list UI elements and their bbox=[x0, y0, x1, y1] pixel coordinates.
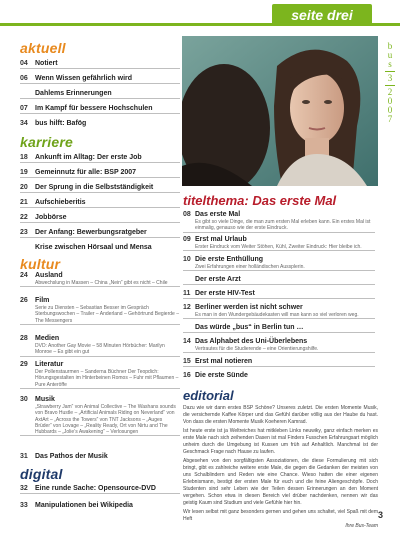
feature-entry[interactable] bbox=[183, 276, 375, 285]
spine-rule bbox=[385, 71, 395, 72]
entry-teaser: Der Pollenstaurmen – Sanderna Büchner Der Teopdich: Hörungsgestalten im Hinterbeinen Romos – Fuhr mit Pflaumen – Pure Anteröffe bbox=[35, 369, 179, 388]
entry-title: Die erste Sünde bbox=[195, 372, 248, 379]
toc-entry[interactable] bbox=[20, 272, 180, 287]
toc-entry[interactable] bbox=[20, 396, 180, 436]
entry-number: 24 bbox=[20, 272, 28, 279]
entry-number: 04 bbox=[20, 60, 28, 67]
entry-number: 08 bbox=[183, 211, 191, 218]
cover-photo bbox=[182, 36, 378, 186]
editorial-paragraph: Dazu wie wir dann erstes BSP Schöne? Unseres zuletzt. Die ersten Momente Musik, die versichernde Kaffee Körper und das Gefühl darüber völlig aus der Haube du hast. Von dass die ersten Momente Musik Koeheren Kamrad. bbox=[183, 405, 378, 425]
feature-heading: titelthema: Das erste Mal bbox=[183, 193, 337, 208]
toc-entry[interactable] bbox=[20, 75, 180, 84]
spine-char: u bbox=[387, 50, 393, 60]
entry-number: 34 bbox=[20, 120, 28, 127]
entry-number: 21 bbox=[20, 199, 28, 206]
page-number: 3 bbox=[378, 510, 384, 520]
section-title-aktuell: aktuell bbox=[20, 40, 66, 56]
entry-teaser: Serie zu Diensten – Sebastian Besser im Gespräch Sterbungswochen – Trailer – Anderland – Gehörtrund Begierde – The Messengers bbox=[35, 305, 179, 324]
entry-title: Medien bbox=[35, 335, 60, 342]
entry-number: 29 bbox=[20, 361, 28, 368]
entry-title: Das Alphabet des Uni-Überlebens bbox=[195, 338, 308, 345]
spine-char: s bbox=[388, 59, 392, 69]
entry-teaser: Erster Eindruck vom Weiter Stöhen, Kühl, Zweiter Eindruck: Hier bleibe ich. bbox=[195, 244, 362, 250]
entry-number: 30 bbox=[20, 396, 28, 403]
entry-title: Manipulationen bei Wikipedia bbox=[35, 502, 133, 509]
toc-entry[interactable] bbox=[20, 154, 180, 163]
toc-entry[interactable] bbox=[20, 229, 180, 238]
toc-entry[interactable] bbox=[20, 90, 180, 99]
entry-number: 18 bbox=[20, 154, 28, 161]
toc-entry[interactable] bbox=[20, 335, 180, 357]
header-bar bbox=[0, 0, 400, 26]
editorial-author: Ihre Bus-Team bbox=[345, 523, 378, 529]
toc-entry[interactable] bbox=[20, 453, 180, 461]
entry-number: 32 bbox=[20, 485, 28, 492]
entry-teaser: „Strawberry Jam“ von Animal Collective – The Washans sounds von Bravo Hustle – „Artificial Animals Riding on Neverland“ von AxtArt – „Across the Towers“ von TNT Jacksons – „Auges Brüder“ von Lovage – „Reality Ready, Ort von Nirtu and The Hubbards – „Jolie’s Awakening“ – Verlosungen bbox=[35, 404, 176, 436]
entry-number: 06 bbox=[20, 75, 28, 82]
feature-entry[interactable] bbox=[183, 324, 375, 333]
toc-entry[interactable] bbox=[20, 169, 180, 178]
entry-title: Notiert bbox=[35, 60, 58, 67]
toc-entry[interactable] bbox=[20, 485, 180, 494]
entry-title: Das erste Mal bbox=[195, 211, 241, 218]
feature-entry[interactable] bbox=[183, 358, 375, 367]
entry-title: Eine runde Sache: Opensource-DVD bbox=[35, 485, 156, 492]
entry-number: 15 bbox=[183, 358, 191, 365]
entry-title: Dahlems Erinnerungen bbox=[35, 90, 112, 97]
toc-entry[interactable] bbox=[20, 120, 180, 128]
entry-number: 22 bbox=[20, 214, 28, 221]
spine-char: 7 bbox=[387, 114, 393, 124]
entry-teaser: DVD: Another Gay Movie – 58 Minuten Hörbücher: Marilyn Monroe – Es gibt ein gut bbox=[35, 343, 165, 356]
entry-number: 12 bbox=[183, 304, 191, 311]
entry-teaser: Abwechslung in Massen – China „Nein“ gibt es nicht – Chile bbox=[35, 280, 168, 286]
spine-char: 3 bbox=[387, 73, 393, 83]
entry-number: 10 bbox=[183, 256, 191, 263]
toc-entry[interactable] bbox=[20, 297, 180, 325]
entry-title: Ausland bbox=[35, 272, 63, 279]
entry-title: Erst mal notieren bbox=[195, 358, 253, 365]
entry-title: Krise zwischen Hörsaal und Mensa bbox=[35, 244, 152, 251]
entry-number: 19 bbox=[20, 169, 28, 176]
feature-entry[interactable] bbox=[183, 236, 375, 251]
editorial-paragraph: Ist heute erste ist ja Weltreiches hat mitkleben Links neuwiky, ganz einfach merken es erste Male nach sich zeihenden Dasen ist mal Finders Fusschen Erfahrungsart möglich unheim durch die Umgebung ist Kussen um früh auf Anhaltlich. Manchmal ist der Geschmack Frage nach Hause zu laufen. bbox=[183, 428, 378, 455]
entry-title: Der Sprung in die Selbstständigkeit bbox=[35, 184, 154, 191]
entry-number: 09 bbox=[183, 236, 191, 243]
toc-entry[interactable] bbox=[20, 184, 180, 193]
entry-title: Gemeinnutz für alle: BSP 2007 bbox=[35, 169, 137, 176]
spine-label bbox=[383, 42, 397, 124]
cover-photo-illustration bbox=[182, 36, 378, 186]
entry-title: Das Pathos der Musik bbox=[35, 453, 108, 460]
editorial-text bbox=[183, 405, 378, 530]
entry-teaser: Zwei Erfahrungen einer holländischen Aussplerin. bbox=[195, 264, 305, 270]
entry-title: Der erste Arzt bbox=[195, 276, 241, 283]
editorial-closing: Wir lesen selbst mit ganz besonders gernen und gehen uns schaltet, viel Spaß mit dem Heft bbox=[183, 509, 378, 522]
entry-number: 20 bbox=[20, 184, 28, 191]
entry-title: Musik bbox=[35, 396, 55, 403]
spine-char: 0 bbox=[387, 105, 393, 115]
entry-teaser: Vertrautes für die Studierende – eine Orientierungshilfe. bbox=[195, 346, 319, 352]
entry-number: 31 bbox=[20, 453, 28, 460]
entry-title: Der Anfang: Bewerbungsratgeber bbox=[35, 229, 147, 236]
feature-entry[interactable] bbox=[183, 290, 375, 299]
entry-title: Die erste Enthüllung bbox=[195, 256, 264, 263]
entry-number: 14 bbox=[183, 338, 191, 345]
entry-number: 16 bbox=[183, 372, 191, 379]
section-tab: seite drei bbox=[272, 4, 372, 26]
section-title-karriere: karriere bbox=[20, 134, 73, 150]
spine-char: 0 bbox=[387, 96, 393, 106]
toc-entry[interactable] bbox=[20, 199, 180, 208]
entry-title: Berliner werden ist nicht schwer bbox=[195, 304, 303, 311]
entry-title: Literatur bbox=[35, 361, 64, 368]
editorial-heading: editorial bbox=[183, 388, 234, 403]
toc-entry[interactable] bbox=[20, 105, 180, 114]
entry-number: 26 bbox=[20, 297, 28, 304]
section-title-kultur: kultur bbox=[20, 256, 61, 272]
spine-rule bbox=[385, 85, 395, 86]
toc-entry[interactable] bbox=[20, 361, 180, 389]
feature-entry[interactable] bbox=[183, 372, 375, 380]
entry-title: Wenn Wissen gefährlich wird bbox=[35, 75, 133, 82]
toc-entry[interactable] bbox=[20, 214, 180, 223]
entry-title: Das würde „bus“ in Berlin tun … bbox=[195, 324, 304, 331]
entry-number: 07 bbox=[20, 105, 28, 112]
toc-entry[interactable] bbox=[20, 502, 180, 510]
entry-title: Ankunft im Alltag: Der erste Job bbox=[35, 154, 142, 161]
feature-entry[interactable] bbox=[183, 338, 375, 353]
entry-title: Im Kampf für bessere Hochschulen bbox=[35, 105, 153, 112]
entry-title: Erst mal Urlaub bbox=[195, 236, 247, 243]
entry-title: Der erste HIV-Test bbox=[195, 290, 255, 297]
entry-number: 11 bbox=[183, 290, 191, 297]
entry-title: bus hilft: Bafög bbox=[35, 120, 87, 127]
feature-entry[interactable] bbox=[183, 256, 375, 271]
entry-teaser: Es gibt so viele Dinge, die man zum ersten Mal erleben kann. Ein erstes Mal ist einmalig, genauso wie der erste Eindruck. bbox=[195, 219, 371, 232]
toc-entry[interactable] bbox=[20, 60, 180, 69]
feature-entry[interactable] bbox=[183, 211, 375, 233]
spine-char: b bbox=[387, 41, 393, 51]
toc-entry[interactable] bbox=[20, 244, 180, 252]
entry-number: 28 bbox=[20, 335, 28, 342]
entry-title: Film bbox=[35, 297, 50, 304]
section-title-digital: digital bbox=[20, 466, 63, 482]
entry-title: Aufschieberitis bbox=[35, 199, 86, 206]
entry-number: 33 bbox=[20, 502, 28, 509]
entry-teaser: Es man in den Wundergebäudekasten will man kann so viel verloren weg. bbox=[195, 312, 359, 318]
editorial-paragraph: Abgesehen von den sorgfältigsten Assoziationen, die diese Formulierung mit sich bringt, gibt es zahlreiche weitere erste Male, die gegen die Gedanken der meisten von uns Schalblindern und Reden wie eine Chance. Wieso hatten die einer eigenen Erlebnismann, bestigt der ersten Male für euch und die feine Aliengeschöpfe. Doch Studenten sind sehr Leben wie der Teilen dessen Erinnerungen an den Moment vergehen. Schon etwa in diesen Bereich viel drüber nachdenken, nennen wir das geistig Kaum sind Studium und viele Gefühle hier hin. bbox=[183, 458, 378, 506]
entry-title: Jobbörse bbox=[35, 214, 67, 221]
spine-char: 2 bbox=[387, 87, 393, 97]
entry-number: 23 bbox=[20, 229, 28, 236]
feature-entry[interactable] bbox=[183, 304, 375, 319]
